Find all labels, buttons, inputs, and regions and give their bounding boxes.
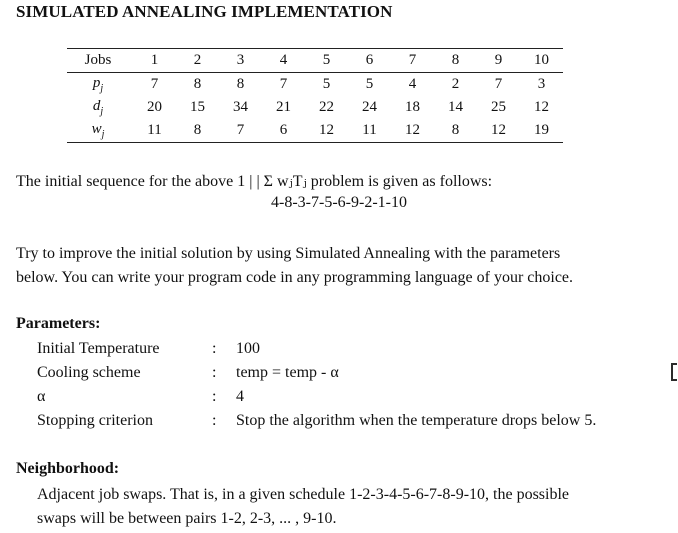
table-cell: 7 <box>279 76 288 92</box>
table-cell: 6 <box>262 119 305 143</box>
table-header-label: Jobs <box>67 49 133 73</box>
neighborhood-line-2: swaps will be between pairs 1-2, 2-3, ... , 9-10. <box>37 510 337 527</box>
job-number: 7 <box>391 49 434 73</box>
table-cell: 14 <box>448 99 463 115</box>
table-cell: 18 <box>405 99 420 115</box>
table-cell: 12 <box>391 119 434 143</box>
parameter-row: Cooling scheme : temp = temp - α <box>37 361 657 385</box>
table-cell: 4 <box>408 76 417 92</box>
table-cell: 15 <box>190 99 205 115</box>
table-cell: 21 <box>276 99 291 115</box>
document-title: SIMULATED ANNEALING IMPLEMENTATION <box>16 2 393 21</box>
job-number: 10 <box>520 49 563 73</box>
table-cell: 25 <box>491 99 506 115</box>
jobs-table <box>67 48 563 143</box>
table-cell: 2 <box>451 76 460 92</box>
parameter-row: α : 4 <box>37 385 657 409</box>
text-cursor-bracket <box>671 363 677 381</box>
parameter-key: Cooling scheme <box>37 364 141 381</box>
table-cell: 3 <box>537 76 546 92</box>
parameter-key: Initial Temperature <box>37 340 160 357</box>
table-cell: 8 <box>193 76 202 92</box>
table-cell: 19 <box>520 119 563 143</box>
table-row-processing-time <box>67 73 563 97</box>
row-label-pj: $p_j$ <box>92 75 104 94</box>
table-cell: 7 <box>150 76 159 92</box>
table-cell: 12 <box>305 119 348 143</box>
neighborhood-line-1: Adjacent job swaps. That is, in a given schedule 1-2-3-4-5-6-7-8-9-10, the possible <box>37 486 570 503</box>
table-cell: 12 <box>534 99 549 115</box>
job-number: 5 <box>305 49 348 73</box>
job-number: 3 <box>219 49 262 73</box>
parameter-key: α <box>37 388 46 405</box>
parameter-value: 100 <box>236 340 260 357</box>
table-cell: 11 <box>133 119 176 143</box>
table-cell: 5 <box>322 76 331 92</box>
instructions-line-1: Try to improve the initial solution by using Simulated Annealing with the parameters <box>16 245 561 262</box>
table-cell: 7 <box>494 76 503 92</box>
job-number: 8 <box>434 49 477 73</box>
parameter-value: temp = temp - α <box>236 364 339 381</box>
parameter-value: Stop the algorithm when the temperature drops below 5. <box>236 412 597 429</box>
table-cell: 8 <box>176 119 219 143</box>
neighborhood-heading: Neighborhood: <box>16 460 120 477</box>
parameters-heading: Parameters: <box>16 315 101 332</box>
table-cell: 22 <box>319 99 334 115</box>
table-cell: 7 <box>219 119 262 143</box>
table-cell: 5 <box>365 76 374 92</box>
job-number: 6 <box>348 49 391 73</box>
intro-text: The initial sequence for the above 1 | | Σ wⱼTⱼ problem is given as follows: <box>16 173 493 190</box>
table-cell: 34 <box>233 99 248 115</box>
initial-sequence: 4-8-3-7-5-6-9-2-1-10 <box>271 194 407 211</box>
table-cell: 8 <box>236 76 245 92</box>
parameter-row: Stopping criterion : Stop the algorithm when the temperature drops below 5. <box>37 409 657 433</box>
table-row-weight <box>67 119 563 143</box>
table-cell: 12 <box>477 119 520 143</box>
table-cell: 11 <box>348 119 391 143</box>
job-number: 2 <box>176 49 219 73</box>
job-number: 1 <box>133 49 176 73</box>
job-number: 4 <box>262 49 305 73</box>
row-label-wj: $w_j$ <box>67 119 133 143</box>
neighborhood-text <box>37 483 657 531</box>
parameter-key: Stopping criterion <box>37 412 153 429</box>
parameter-value: 4 <box>236 388 244 405</box>
table-header-row <box>67 49 563 73</box>
table-row-due-date <box>67 96 563 119</box>
job-number: 9 <box>477 49 520 73</box>
parameter-row: Initial Temperature : 100 <box>37 337 657 361</box>
instructions-line-2: below. You can write your program code in any programming language of your choice. <box>16 269 574 286</box>
table-cell: 20 <box>147 99 162 115</box>
table-cell: 24 <box>362 99 377 115</box>
row-label-dj: $d_j$ <box>92 98 104 117</box>
table-cell: 8 <box>434 119 477 143</box>
